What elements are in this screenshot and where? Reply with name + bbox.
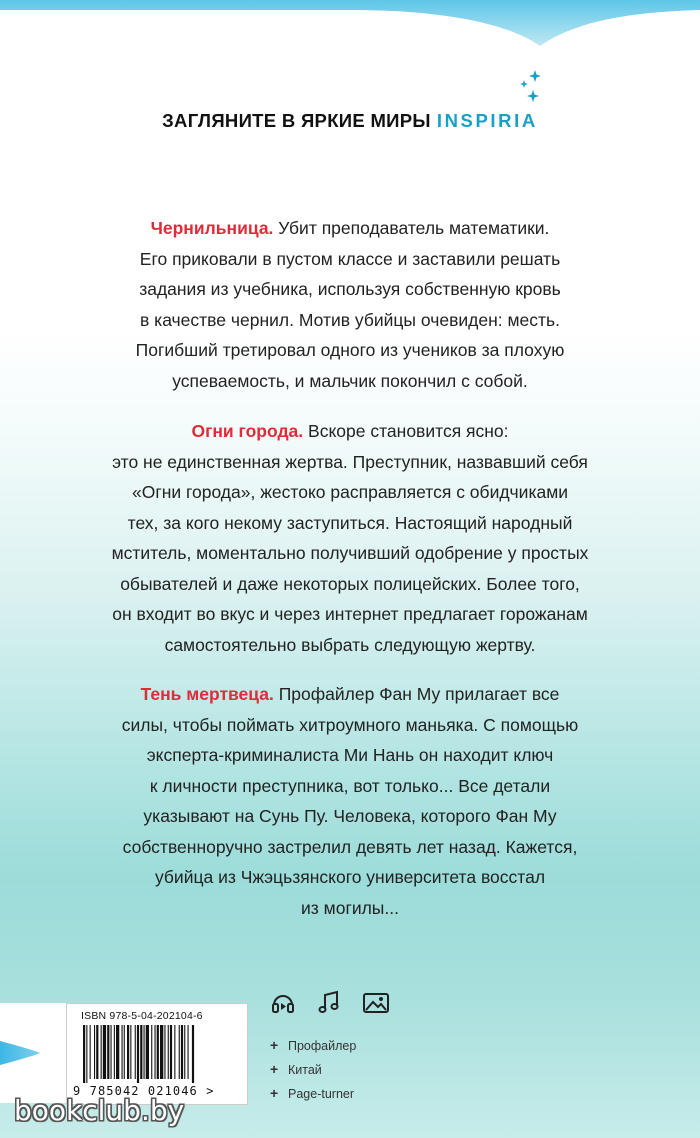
barcode-bar xyxy=(103,1025,106,1079)
series-title: ЗАГЛЯНИТЕ В ЯРКИЕ МИРЫ xyxy=(162,110,431,131)
blurb-paragraph-2 xyxy=(40,416,660,660)
barcode-bar xyxy=(124,1025,125,1079)
barcode-bar xyxy=(96,1025,98,1079)
barcode-bar xyxy=(170,1025,172,1079)
blurb-line: обывателей и даже некоторых полицейских. Более того, xyxy=(120,573,580,594)
isbn-label: ISBN 978-5-04-202104-6 xyxy=(81,1010,203,1022)
barcode-bar xyxy=(151,1025,152,1079)
blurb-line: Погибший третировал одного из учеников за плохую xyxy=(135,340,565,360)
sparkle-icon xyxy=(516,70,544,106)
barcode-bar xyxy=(174,1025,175,1079)
barcode-bar xyxy=(86,1025,87,1083)
series-header xyxy=(0,110,700,132)
barcode-bar xyxy=(127,1025,129,1079)
barcode-bar xyxy=(107,1025,109,1079)
blurb-paragraph-1 xyxy=(40,213,660,396)
blurb-line: Чернильница. Убит преподаватель математики. xyxy=(150,218,550,238)
barcode-bar xyxy=(157,1025,159,1079)
blurb-line: эксперта-криминалиста Ми Нань он находит ключ xyxy=(146,745,554,765)
barcode-bar xyxy=(114,1025,115,1079)
genre-tag: + Китай xyxy=(270,1057,356,1081)
barcode-bar xyxy=(137,1025,139,1083)
blurb-paragraph-3 xyxy=(40,679,660,923)
publisher-brand: INSPIRIA xyxy=(436,110,538,131)
blurb-line: самостоятельно выбрать следующую жертву. xyxy=(164,634,536,655)
blurb-line: из могилы... xyxy=(301,897,399,918)
barcode-bar xyxy=(184,1025,185,1079)
barcode-bar xyxy=(122,1025,123,1079)
genre-tag: + Профайлер xyxy=(270,1033,356,1057)
barcode-bar xyxy=(94,1025,95,1079)
blurb-line: тех, за кого некому заступиться. Настоящий народный xyxy=(127,512,573,533)
barcode-bar xyxy=(168,1025,169,1079)
blurb-line: к личности преступника, вот только... Все детали xyxy=(149,775,551,796)
arrow-decoration xyxy=(0,1003,66,1103)
genre-tags xyxy=(270,1033,356,1105)
blurb-line: Тень мертвеца. Профайлер Фан Му прилагает все xyxy=(140,684,560,704)
barcode-bar xyxy=(160,1025,163,1079)
blurb-line: он входит во вкус и через интернет предлагает горожанам xyxy=(112,604,588,624)
blurb-line: мститель, моментально получивший одобрение у простых xyxy=(111,543,589,563)
blurb-line: убийца из Чжэцьзянского университета восстал xyxy=(154,867,546,887)
blurb-title: Чернильница. xyxy=(150,218,274,238)
barcode-bar xyxy=(164,1025,165,1079)
barcode-bar xyxy=(146,1025,149,1079)
barcode-bar xyxy=(140,1025,142,1079)
blurb-line: Его приковали в пустом классе и заставили решать xyxy=(139,248,561,269)
blurb-line: это не единственная жертва. Преступник, назвавший себя xyxy=(112,451,588,472)
barcode-bar xyxy=(135,1025,136,1079)
barcode-bar xyxy=(111,1025,112,1079)
blurb-line: в качестве чернил. Мотив убийцы очевиден: месть. xyxy=(140,309,560,330)
top-wave-decoration xyxy=(0,0,700,60)
isbn-barcode-box xyxy=(66,1003,248,1105)
barcode-bar xyxy=(144,1025,145,1079)
blurb-title: Тень мертвеца. xyxy=(140,684,274,704)
barcode-bar xyxy=(90,1025,91,1079)
blurb-line: силы, чтобы поймать хитроумного маньяка. С помощью xyxy=(121,714,579,735)
blurb-line: указывают на Сунь Пу. Человека, которого Фан Му xyxy=(143,806,557,826)
blurb-line: Огни города. Вскоре становится ясно: xyxy=(191,421,509,441)
barcode-bar xyxy=(155,1025,156,1079)
barcode-digits: 9 785042 021046 > xyxy=(73,1084,215,1098)
barcode-bar xyxy=(192,1025,194,1083)
plus-icon: + xyxy=(270,1061,279,1077)
barcode-bar xyxy=(116,1025,119,1079)
plus-icon: + xyxy=(270,1037,279,1053)
barcode-bar xyxy=(179,1025,180,1079)
blurb-line: успеваемость, и мальчик покончил с собой. xyxy=(172,370,528,391)
barcode-bar xyxy=(83,1025,85,1083)
barcode-bar xyxy=(130,1025,131,1079)
barcode-bar xyxy=(181,1025,183,1079)
blurb-line: задания из учебника, используя собственную кровь xyxy=(139,279,561,299)
audiobook-icon xyxy=(270,990,296,1016)
barcode-bar xyxy=(188,1025,189,1079)
barcode-image xyxy=(81,1025,239,1083)
watermark: bookclub.by xyxy=(14,1094,185,1127)
barcode-bar xyxy=(101,1025,102,1079)
plus-icon: + xyxy=(270,1085,279,1101)
blurb-line: «Огни города», жестоко расправляется с обидчиками xyxy=(131,482,569,502)
illustrations-icon xyxy=(362,990,390,1016)
blurb-line: собственноручно застрелил девять лет назад. Кажется, xyxy=(122,836,578,857)
blurb-title: Огни города. xyxy=(191,421,304,441)
music-icon xyxy=(316,990,342,1016)
genre-tag: + Page-turner xyxy=(270,1081,356,1105)
